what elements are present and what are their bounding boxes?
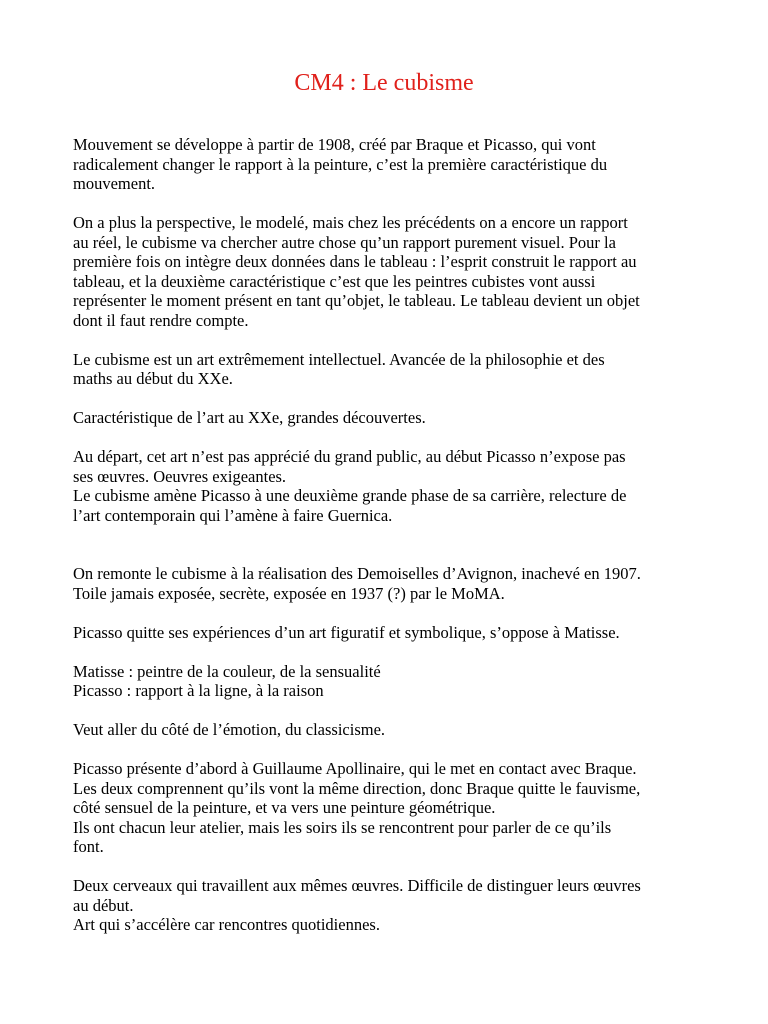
paragraph-caracteristique: Caractéristique de l’art au XXe, grandes découvertes. bbox=[73, 408, 426, 427]
paragraph-demoiselles: On remonte le cubisme à la réalisation des Demoiselles d’Avignon, inachevé en 1907. Toile jamais exposée, secrète, exposée en 1937 (?) par le MoMA. bbox=[73, 564, 641, 603]
paragraph-spacer bbox=[73, 603, 713, 623]
paragraph-spacer bbox=[73, 428, 713, 448]
paragraph-spacer bbox=[73, 857, 713, 877]
document-body bbox=[73, 135, 713, 935]
paragraph-spacer bbox=[73, 525, 713, 564]
paragraph-au-depart: Au départ, cet art n’est pas apprécié du grand public, au début Picasso n’expose pas ses œuvres. Oeuvres exigeantes. Le cubisme amène Picasso à une deuxième grande phase de sa carrière, relecture de l’art contemporain qui l’amène à faire Guernica. bbox=[73, 447, 627, 525]
paragraph-spacer bbox=[73, 701, 713, 721]
paragraph-perspective: On a plus la perspective, le modelé, mais chez les précédents on a encore un rapport au réel, le cubisme va chercher autre chose qu’un rapport purement visuel. Pour la première fois on intègre deux données dans le tableau : l’esprit construit le rapport au tableau, et la deuxième caractéristique c’est que les peintres cubistes vont aussi représenter le moment présent en tant qu’objet, le tableau. Le tableau devient un objet dont il faut rendre compte. bbox=[73, 213, 640, 330]
paragraph-spacer bbox=[73, 642, 713, 662]
paragraph-deux-cerveaux: Deux cerveaux qui travaillent aux mêmes œuvres. Difficile de distinguer leurs œuvres au début. Art qui s’accélère car rencontres quotidiennes. bbox=[73, 876, 641, 934]
paragraph-apollinaire: Picasso présente d’abord à Guillaume Apollinaire, qui le met en contact avec Braque. Les deux comprennent qu’ils vont la même direction, donc Braque quitte le fauvisme, côté sensuel de la peinture, et va vers une peinture géométrique. Ils ont chacun leur atelier, mais les soirs ils se rencontrent pour parler de ce qu’ils font. bbox=[73, 759, 641, 856]
paragraph-mouvement: Mouvement se développe à partir de 1908, créé par Braque et Picasso, qui vont radicalement changer le rapport à la peinture, c’est la première caractéristique du mouvement. bbox=[73, 135, 608, 193]
paragraph-spacer bbox=[73, 389, 713, 409]
paragraph-emotion: Veut aller du côté de l’émotion, du classicisme. bbox=[73, 720, 386, 739]
page-title: CM4 : Le cubisme bbox=[294, 70, 474, 96]
paragraph-matisse-picasso: Matisse : peintre de la couleur, de la sensualité Picasso : rapport à la ligne, à la raison bbox=[73, 661, 381, 700]
paragraph-picasso-quitte: Picasso quitte ses expériences d’un art figuratif et symbolique, s’oppose à Matisse. bbox=[73, 622, 620, 642]
paragraph-intellectuel: Le cubisme est un art extrêmement intellectuel. Avancée de la philosophie et des maths au début du XXe. bbox=[73, 349, 605, 388]
paragraph-spacer bbox=[73, 330, 713, 350]
paragraph-spacer bbox=[73, 740, 713, 760]
paragraph-spacer bbox=[73, 194, 713, 214]
